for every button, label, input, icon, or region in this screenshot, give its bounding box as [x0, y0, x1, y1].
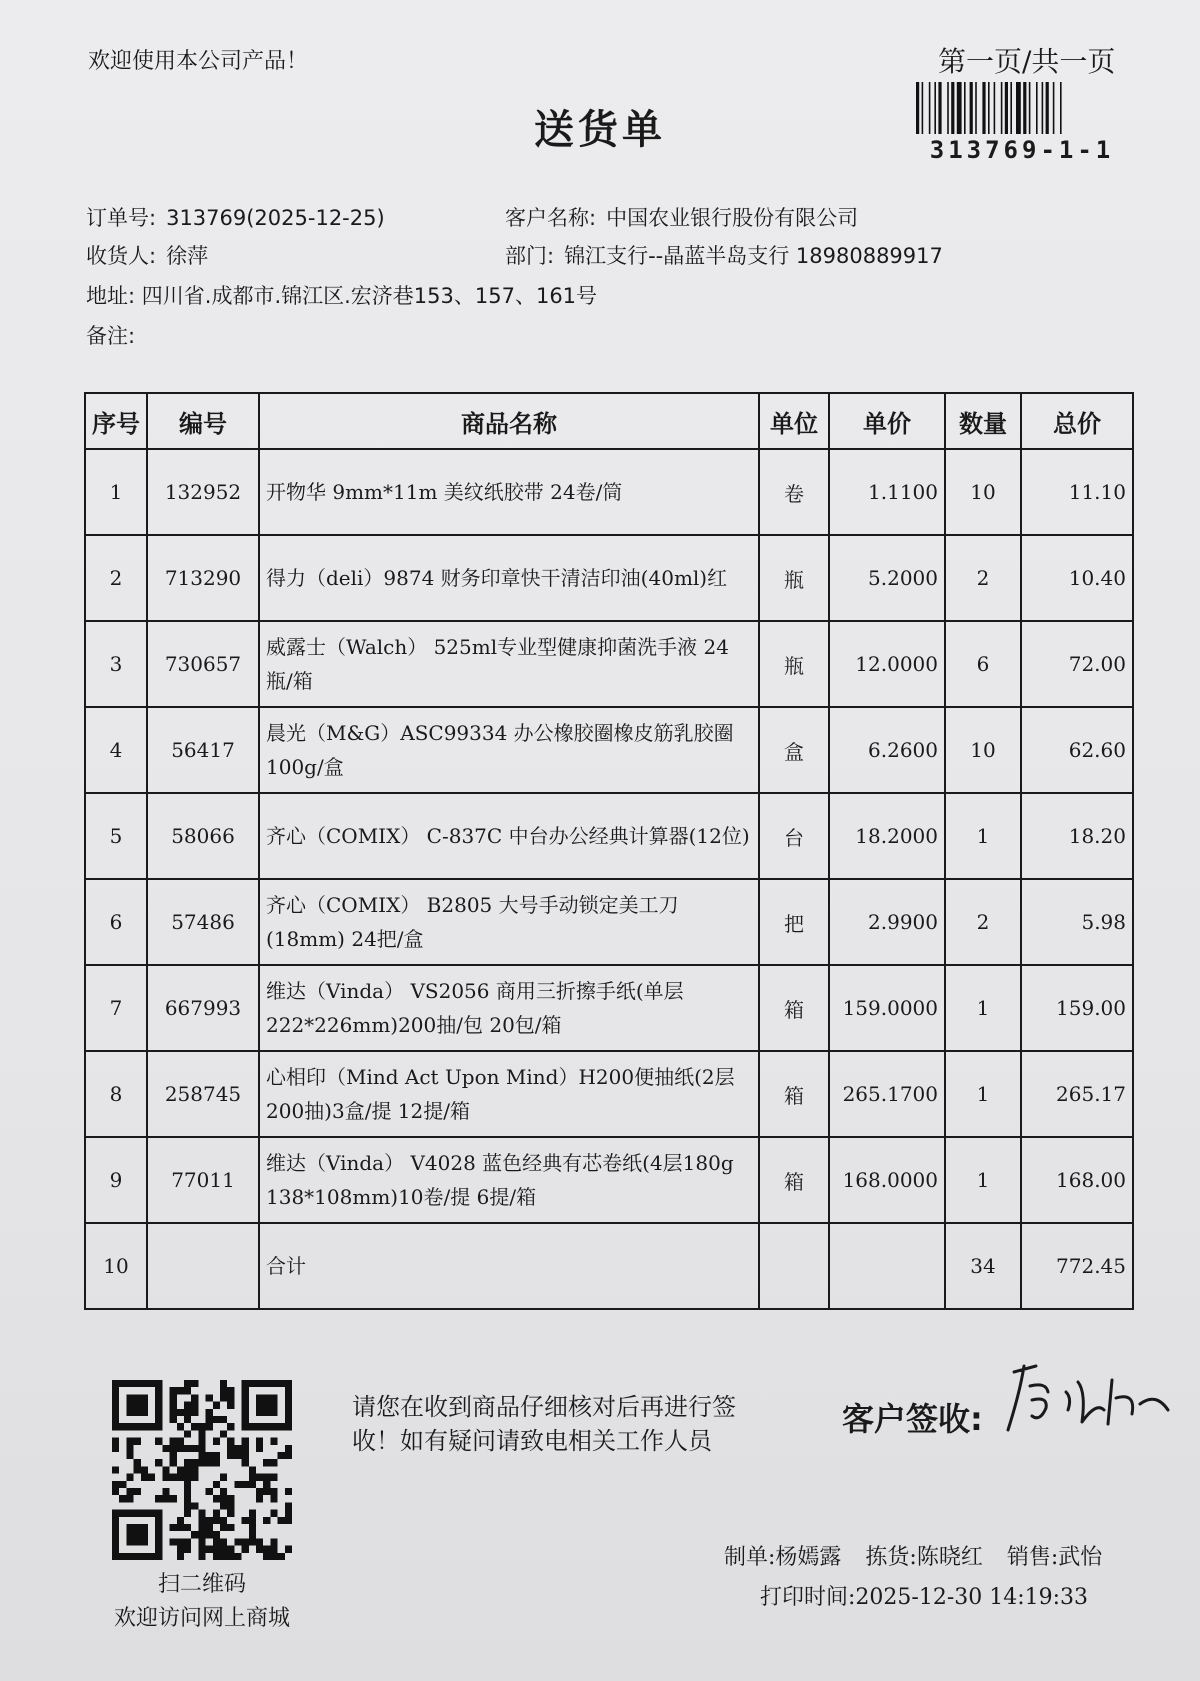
code-cell: 132952: [147, 449, 259, 535]
product-name-cell: 得力（deli）9874 财务印章快干清洁印油(40ml)红: [259, 535, 759, 621]
table-row: [85, 879, 1133, 965]
sales-text: 销售:武怡: [1006, 1545, 1103, 1570]
seq-cell: 3: [85, 621, 147, 707]
product-name-cell: 维达（Vinda） V4028 蓝色经典有芯卷纸(4层180g 138*108mm)10卷/提 6提/箱: [259, 1137, 759, 1223]
table-row: [85, 793, 1133, 879]
receipt-notice: 请您在收到商品仔细核对后再进行签收！如有疑问请致电相关工作人员: [352, 1393, 736, 1455]
receiver-label: 收货人:: [86, 244, 157, 268]
column-header: 序号: [85, 393, 147, 449]
table-total-row: [85, 1223, 1133, 1309]
unit-cell: 箱: [759, 965, 829, 1051]
product-name-cell: 合计: [259, 1223, 759, 1309]
table-row: [85, 449, 1133, 535]
quantity-cell: 6: [945, 621, 1021, 707]
product-name-cell: 开物华 9mm*11m 美纹纸胶带 24卷/筒: [259, 449, 759, 535]
seq-cell: 4: [85, 707, 147, 793]
column-header: 数量: [945, 393, 1021, 449]
seq-cell: 7: [85, 965, 147, 1051]
receiver-row: [86, 240, 208, 270]
unit-price-cell: 2.9900: [829, 879, 945, 965]
total-cell: 168.00: [1021, 1137, 1133, 1223]
table-row: [85, 707, 1133, 793]
staff-row: [724, 1540, 1126, 1571]
column-header: 总价: [1021, 393, 1133, 449]
product-name-cell: 心相印（Mind Act Upon Mind）H200便抽纸(2层200抽)3盒/提 12提/箱: [259, 1051, 759, 1137]
total-cell: 72.00: [1021, 621, 1133, 707]
qr-caption-line2: 欢迎访问网上商城: [113, 1606, 290, 1631]
unit-cell: [759, 1223, 829, 1309]
customer-name-row: [505, 202, 858, 232]
quantity-cell: 1: [945, 1051, 1021, 1137]
code-cell: [147, 1223, 259, 1309]
qr-caption-line1: 扫二维码: [157, 1572, 246, 1597]
quantity-cell: 1: [945, 1137, 1021, 1223]
grand-total-cell: 772.45: [1021, 1223, 1133, 1309]
unit-price-cell: 5.2000: [829, 535, 945, 621]
unit-price-cell: 6.2600: [829, 707, 945, 793]
quantity-cell: 10: [945, 449, 1021, 535]
code-cell: 730657: [147, 621, 259, 707]
table-row: [85, 1051, 1133, 1137]
column-header: 单位: [759, 393, 829, 449]
unit-cell: 盒: [759, 707, 829, 793]
unit-cell: 箱: [759, 1051, 829, 1137]
quantity-cell: 2: [945, 879, 1021, 965]
seq-cell: 2: [85, 535, 147, 621]
address-value: 四川省.成都市.锦江区.宏济巷153、157、161号: [141, 284, 598, 308]
items-table: [84, 392, 1134, 1310]
unit-price-cell: 12.0000: [829, 621, 945, 707]
seq-cell: 6: [85, 879, 147, 965]
handwritten-signature-icon: [996, 1352, 1176, 1442]
unit-price-cell: 1.1100: [829, 449, 945, 535]
seq-cell: 8: [85, 1051, 147, 1137]
table-row: [85, 621, 1133, 707]
unit-price-cell: 18.2000: [829, 793, 945, 879]
unit-price-cell: 265.1700: [829, 1051, 945, 1137]
code-cell: 713290: [147, 535, 259, 621]
quantity-total-cell: 34: [945, 1223, 1021, 1309]
product-name-cell: 维达（Vinda） VS2056 商用三折擦手纸(单层222*226mm)200抽/包 20包/箱: [259, 965, 759, 1051]
department-label: 部门:: [505, 244, 555, 268]
unit-cell: 瓶: [759, 621, 829, 707]
quantity-cell: 10: [945, 707, 1021, 793]
seq-cell: 1: [85, 449, 147, 535]
code-cell: 56417: [147, 707, 259, 793]
department-row: [505, 240, 943, 270]
picker-text: 拣货:陈晓红: [865, 1545, 983, 1570]
department-value: 锦江支行--晶蓝半岛支行 18980889917: [564, 244, 943, 268]
address-row: [86, 280, 597, 310]
unit-cell: 台: [759, 793, 829, 879]
code-cell: 58066: [147, 793, 259, 879]
address-label: 地址:: [86, 284, 136, 308]
barcode-icon: [914, 82, 1130, 134]
unit-cell: 卷: [759, 449, 829, 535]
unit-cell: 瓶: [759, 535, 829, 621]
customer-signature-label: 客户签收:: [842, 1400, 983, 1438]
total-cell: 10.40: [1021, 535, 1133, 621]
order-number-label: 订单号:: [86, 206, 157, 230]
seq-cell: 5: [85, 793, 147, 879]
customer-name-label: 客户名称:: [505, 206, 597, 230]
unit-cell: 箱: [759, 1137, 829, 1223]
qr-code-icon[interactable]: [112, 1380, 292, 1560]
remark-label: 备注:: [86, 324, 136, 348]
table-row: [85, 535, 1133, 621]
unit-price-cell: 168.0000: [829, 1137, 945, 1223]
quantity-cell: 1: [945, 793, 1021, 879]
column-header: 编号: [147, 393, 259, 449]
unit-price-cell: [829, 1223, 945, 1309]
code-cell: 258745: [147, 1051, 259, 1137]
table-row: [85, 1137, 1133, 1223]
maker-text: 制单:杨嫣露: [724, 1545, 842, 1570]
quantity-cell: 2: [945, 535, 1021, 621]
print-time: 打印时间:2025-12-30 14:19:33: [760, 1585, 1089, 1610]
total-cell: 62.60: [1021, 707, 1133, 793]
code-cell: 667993: [147, 965, 259, 1051]
customer-name-value: 中国农业银行股份有限公司: [606, 206, 859, 230]
product-name-cell: 齐心（COMIX） B2805 大号手动锁定美工刀(18mm) 24把/盒: [259, 879, 759, 965]
seq-cell: 10: [85, 1223, 147, 1309]
welcome-text: 欢迎使用本公司产品！: [88, 49, 309, 74]
qr-caption: [92, 1568, 312, 1636]
total-cell: 18.20: [1021, 793, 1133, 879]
order-number-row: [86, 202, 385, 232]
order-number-value: 313769(2025-12-25): [166, 206, 385, 230]
product-name-cell: 威露士（Walch） 525ml专业型健康抑菌洗手液 24瓶/箱: [259, 621, 759, 707]
code-cell: 77011: [147, 1137, 259, 1223]
receiver-value: 徐萍: [166, 244, 209, 268]
total-cell: 5.98: [1021, 879, 1133, 965]
remark-row: [86, 320, 135, 350]
page-indicator: 第一页/共一页: [938, 45, 1116, 78]
quantity-cell: 1: [945, 965, 1021, 1051]
unit-price-cell: 159.0000: [829, 965, 945, 1051]
code-cell: 57486: [147, 879, 259, 965]
table-header-row: [85, 393, 1133, 449]
total-cell: 159.00: [1021, 965, 1133, 1051]
total-cell: 11.10: [1021, 449, 1133, 535]
column-header: 商品名称: [259, 393, 759, 449]
column-header: 单价: [829, 393, 945, 449]
document-title: 送货单: [534, 107, 666, 153]
product-name-cell: 齐心（COMIX） C-837C 中台办公经典计算器(12位): [259, 793, 759, 879]
table-row: [85, 965, 1133, 1051]
total-cell: 265.17: [1021, 1051, 1133, 1137]
barcode-text: 313769-1-1: [929, 136, 1115, 164]
unit-cell: 把: [759, 879, 829, 965]
seq-cell: 9: [85, 1137, 147, 1223]
product-name-cell: 晨光（M&G）ASC99334 办公橡胶圈橡皮筋乳胶圈100g/盒: [259, 707, 759, 793]
